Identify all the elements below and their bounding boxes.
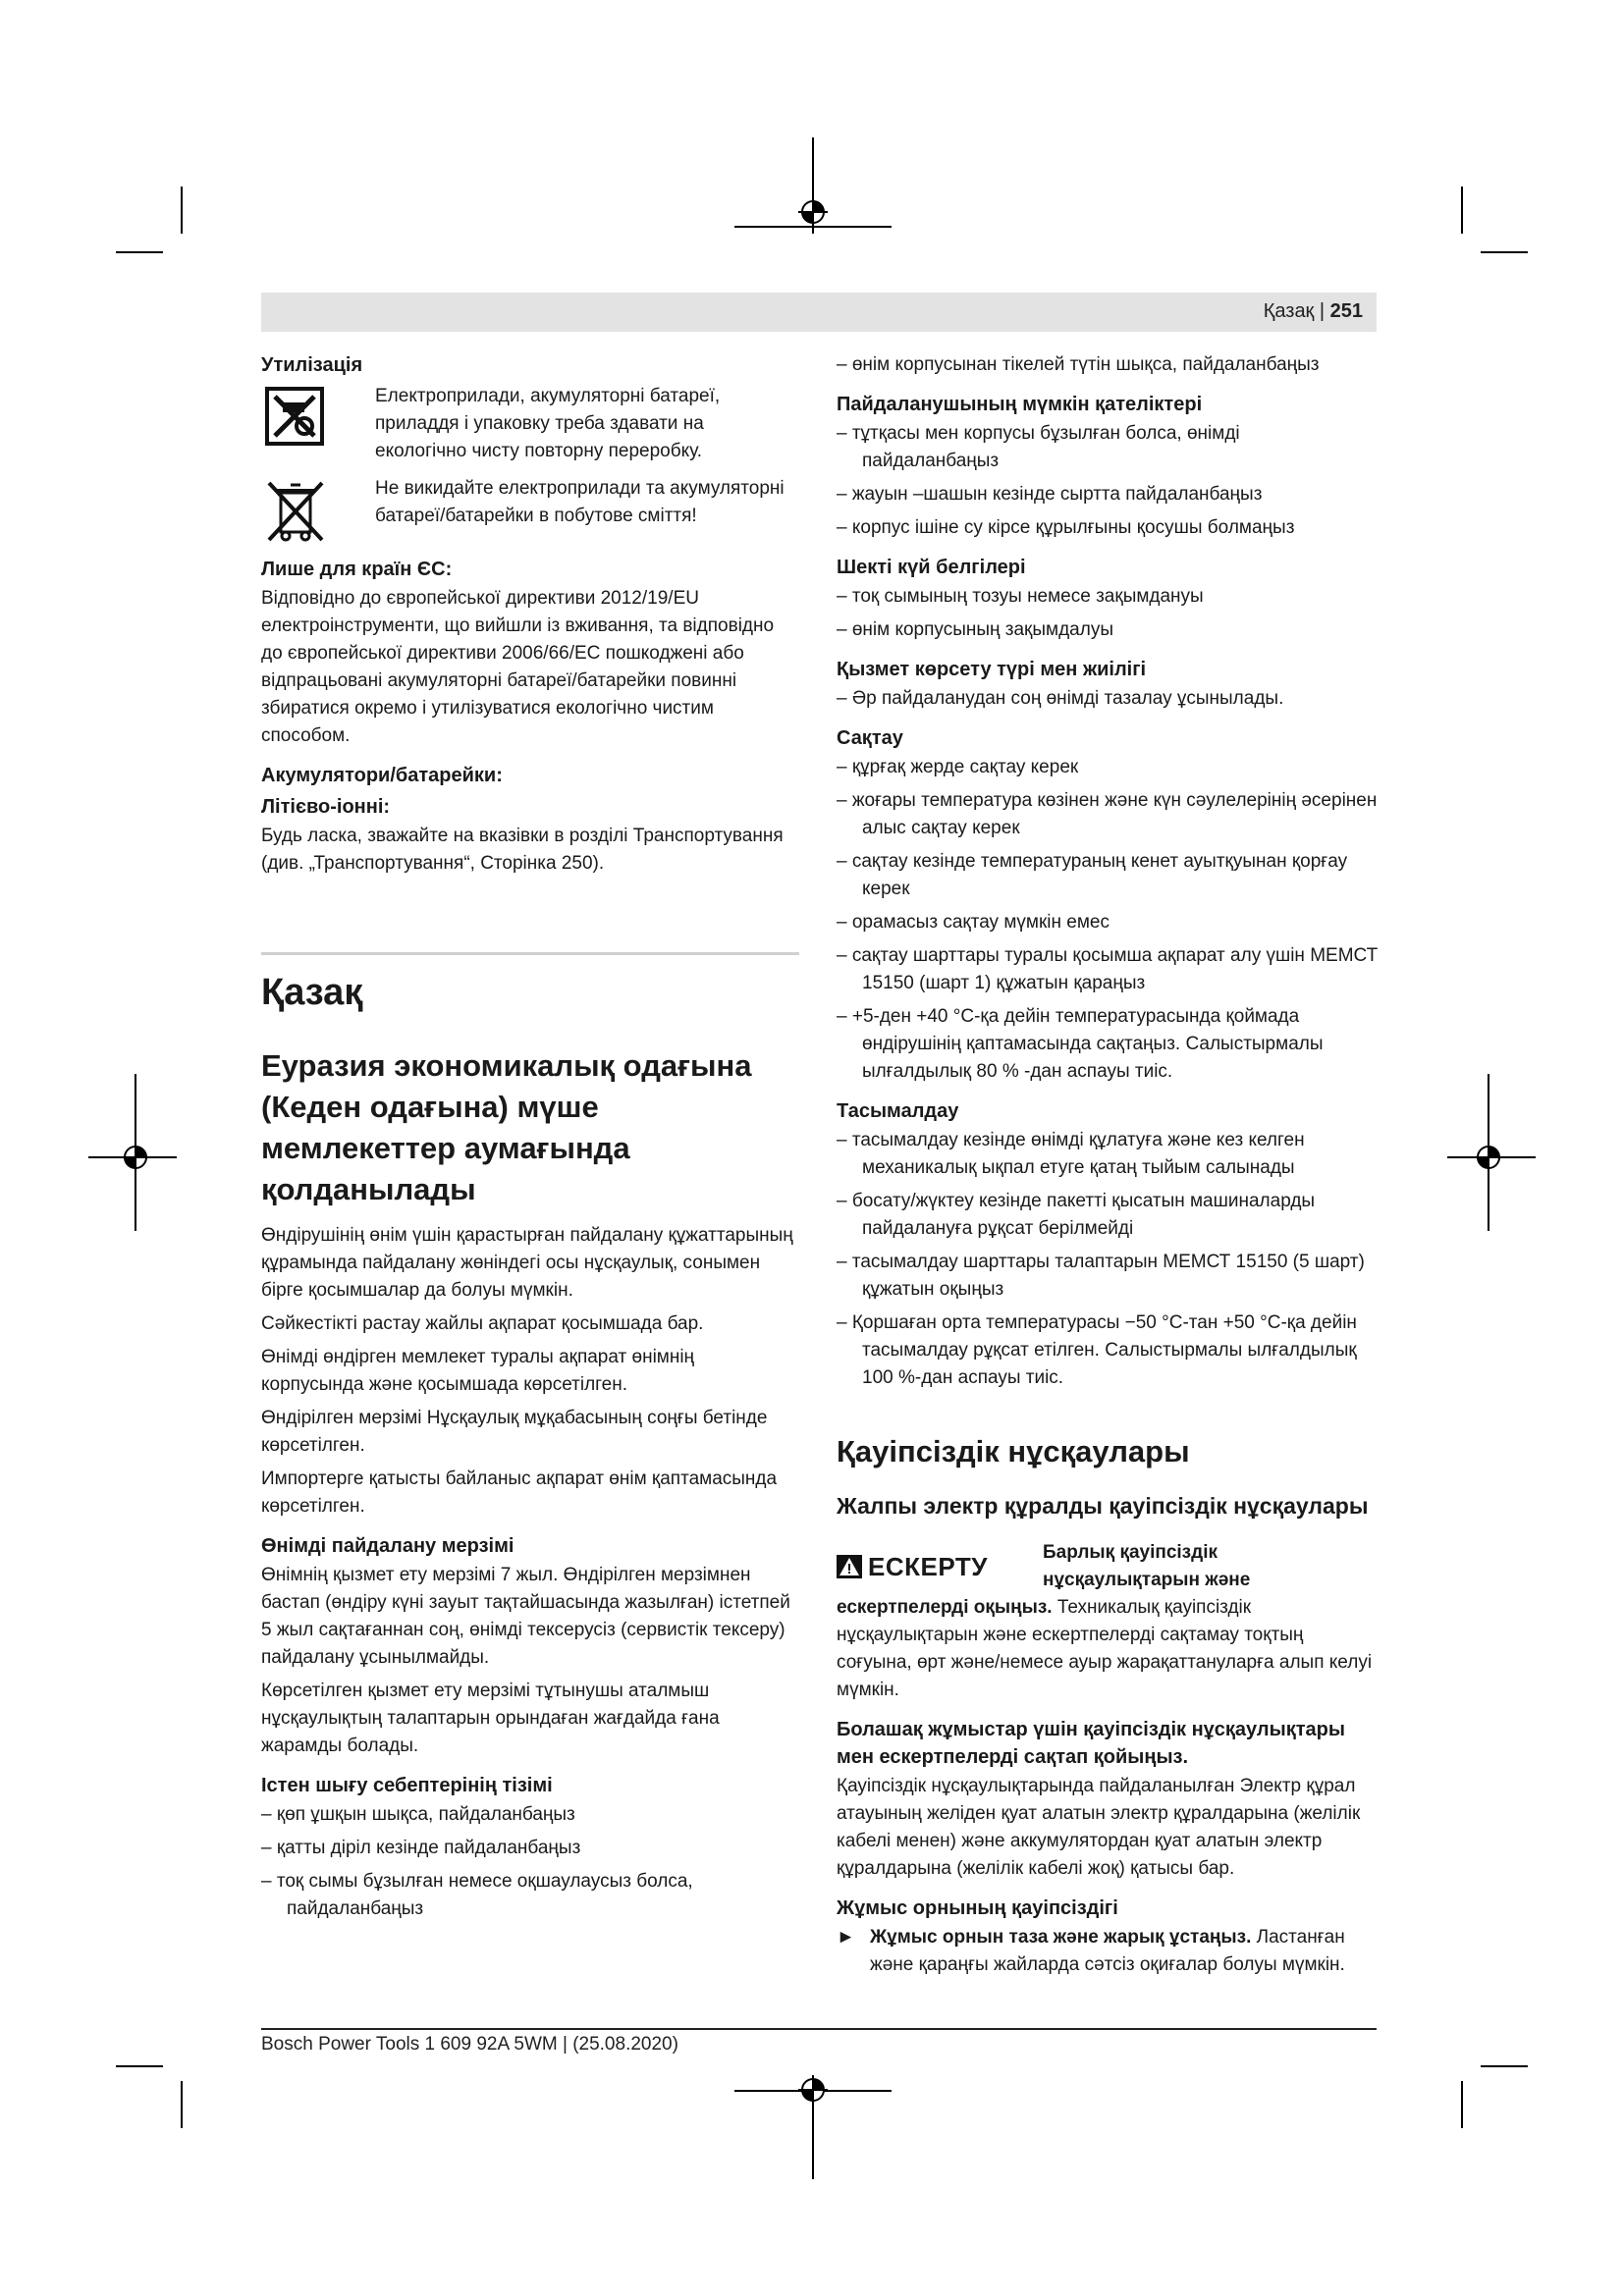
list-item: – тұтқасы мен корпусы бұзылған болса, өнімді пайдаланбаңыз	[837, 423, 1240, 471]
safety-title: Қауіпсіздік нұсқаулары	[837, 1434, 1190, 1468]
list-item: – өнім корпусының зақымдалуы	[837, 619, 1113, 640]
crop-mark	[1461, 2081, 1463, 2128]
section-title-kazakh: Қазақ	[261, 972, 363, 1013]
page-footer: Bosch Power Tools 1 609 92A 5WM | (25.08.2020)	[261, 2034, 678, 2055]
limit-title: Шекті күй белгілері	[837, 557, 1026, 578]
list-item: – тасымалдау шарттары талаптарын МЕМСТ 15150 (5 шарт) құжатын оқыңыз	[837, 1252, 1365, 1300]
crop-mark	[1461, 187, 1463, 234]
registration-target-icon	[121, 1143, 150, 1172]
eurasia-title: Еуразия экономикалық одағына (Кеден одағына) мүше мемлекеттер аумағында қолданылады	[261, 1048, 752, 1206]
list-item: – тоқ сымының тозуы немесе зақымдануы	[837, 586, 1204, 607]
errors-title: Пайдаланушының мүмкін қателіктері	[837, 394, 1203, 415]
crop-mark	[116, 2065, 163, 2067]
crop-mark	[181, 2081, 183, 2128]
list-item: – сақтау кезінде температураның кенет ауытқуынан қорғау керек	[837, 851, 1348, 899]
list-item: – орамасыз сақтау мүмкін емес	[837, 912, 1110, 933]
list-item: – сақтау шарттары туралы қосымша ақпарат алу үшін МЕМСТ 15150 (шарт 1) құжатын қараңыз	[837, 945, 1379, 993]
failures-title: Істен шығу себептерінің тізімі	[261, 1775, 553, 1796]
header-label: Қазақ | 251	[1263, 300, 1363, 322]
crop-mark	[1481, 2065, 1528, 2067]
crop-mark	[181, 187, 183, 234]
lifetime-p2: Көрсетілген қызмет ету мерзімі тұтынушы аталмыш нұсқаулықтың талаптарын орындаған жағдайда ғана жарамды болады.	[261, 1681, 720, 1756]
list-item: – Әр пайдаланудан соң өнімді тазалау ұсынылады.	[837, 688, 1284, 709]
left-column	[261, 351, 799, 1929]
disposal-item2-text: Не викидайте електроприлади та акумуляторні батареї/батарейки в побутове сміття!	[375, 478, 785, 526]
list-item: – қатты діріл кезінде пайдаланбаңыз	[261, 1838, 581, 1858]
lifetime-title: Өнімді пайдалану мерзімі	[261, 1535, 514, 1557]
warning-triangle-icon	[837, 1555, 862, 1578]
list-item: – қөп ұшқын шықса, пайдаланбаңыз	[261, 1804, 575, 1825]
workplace-lead: Жұмыс орнын таза және жарық ұстаңыз.	[870, 1927, 1252, 1948]
workplace-text: Ластанған және қараңғы жайларда сәтсіз оқиғалар болуы мүмкін.	[870, 1927, 1345, 1975]
workplace-title: Жұмыс орнының қауіпсіздігі	[837, 1897, 1118, 1919]
liion-text: Будь ласка, зважайте на вказівки в розділі Транспортування (див. „Транспортування“, Сторінка 250).	[261, 826, 784, 874]
workplace-item	[837, 1924, 1379, 1979]
disposal-title: Утилізація	[261, 354, 363, 376]
warning-paragraph	[837, 1594, 1379, 1704]
recycle-tools-icon	[261, 383, 330, 452]
disposal-item-bin	[261, 475, 799, 544]
list-item: – жоғары температура көзінен және күн сәулелерінің әсерінен алыс сақтау керек	[837, 790, 1378, 838]
list-item: – +5-ден +40 °C-қа дейін температурасында қоймада өндірушінің қаптамасында сақтаңыз. Салыстырмалы ылғалдылық 80 % -дан аспауы тиіс.	[837, 1006, 1324, 1082]
list-item: – құрғақ жерде сақтау керек	[837, 757, 1079, 777]
eurasia-p3: Өнімді өндірген мемлекет туралы ақпарат өнімнің корпусында және қосымшада көрсетілген.	[261, 1347, 695, 1395]
disposal-item1-text: Електроприлади, акумуляторні батареї, приладдя і упаковку треба здавати на екологічно чисту повторну переробку.	[375, 386, 721, 461]
disposal-item-recycle	[261, 383, 799, 465]
crop-mark	[1481, 251, 1528, 253]
footer-rule	[261, 2028, 1377, 2030]
general-safety-title: Жалпы электр құралды қауіпсіздік нұсқаулары	[837, 1493, 1369, 1519]
list-item: – өнім корпусынан тікелей түтін шықса, пайдаланбаңыз	[837, 354, 1320, 375]
service-title: Қызмет көрсету түрі мен жиілігі	[837, 659, 1147, 680]
eurasia-p2: Сәйкестікті растау жайлы ақпарат қосымшада бар.	[261, 1313, 704, 1334]
lifetime-p1: Өнімнің қызмет ету мерзімі 7 жыл. Өндірілген мерзімнен бастап (өндіру күні зауыт тақтайшасында жазылған) істетпей 5 жыл сақтағаннан соң, өнімді тексерусіз (сервистік тексеру) пайдалану ұсынылмайды.	[261, 1565, 790, 1668]
registration-target-icon	[1474, 1143, 1503, 1172]
storage-title: Сақтау	[837, 727, 903, 749]
list-item: – корпус ішіне су кірсе құрылғыны қосушы болмаңыз	[837, 517, 1295, 538]
eu-only-title: Лише для країн ЄС:	[261, 559, 453, 580]
batteries-title: Акумулятори/батарейки:	[261, 765, 503, 786]
crop-mark	[116, 251, 163, 253]
page-header	[261, 293, 1377, 332]
warning-block	[837, 1539, 1379, 1594]
transport-title: Тасымалдау	[837, 1100, 959, 1122]
list-item: – Қоршаған орта температурасы −50 °C-тан +50 °C-қа дейін тасымалдау рұқсат етілген. Салыстырмалы ылғалдылық 100 %-дан аспауы тиіс.	[837, 1312, 1357, 1388]
eu-directive-text: Відповідно до європейської директиви 2012/19/EU електроінструменти, що вийшли із вживання, та відповідно до європейської директиви 2006/66/EC пошкоджені або відпрацьовані акумуляторні батареї/батарейки повинні збиратися окремо і утилізуватися екологічно чистим способом.	[261, 588, 775, 746]
header-section: Қазақ	[1263, 300, 1315, 322]
keep-instructions-text: Қауіпсіздік нұсқаулықтарында пайдаланылған Электр құрал атауының желіден қуат алатын электр құралдарына (желілік кабелі менен) және аккумулятордан қуат алатын электр құралдарына (желілік кабелі жоқ) қатысы бар.	[837, 1776, 1361, 1879]
registration-target-icon	[798, 2075, 828, 2105]
workplace-body	[870, 1924, 1379, 1979]
eurasia-p4: Өндірілген мерзімі Нұсқаулық мұқабасының соңғы бетінде көрсетілген.	[261, 1408, 768, 1456]
list-item: – тоқ сымы бұзылған немесе оқшаулаусыз болса, пайдаланбаңыз	[261, 1871, 693, 1919]
list-item: – тасымалдау кезінде өнімді құлатуға және кез келген механикалық ықпал етуге қатаң тыйым салынады	[837, 1130, 1305, 1178]
eurasia-p5: Импортерге қатысты байланыс ақпарат өнім қаптамасында көрсетілген.	[261, 1468, 778, 1517]
keep-instructions-title: Болашақ жұмыстар үшін қауіпсіздік нұсқаулықтары мен ескертпелерді сақтап қойыңыз.	[837, 1719, 1345, 1768]
crossed-out-bin-icon	[261, 475, 330, 544]
right-column	[837, 351, 1379, 1979]
warning-label: ЕСКЕРТУ	[868, 1552, 988, 1581]
registration-target-icon	[798, 197, 828, 227]
warning-lead: ескертпелерді оқыңыз.	[837, 1597, 1053, 1618]
warning-badge	[837, 1539, 1043, 1594]
list-item: – босату/жүктеу кезінде пакетті қысатын машиналарды пайдалануға рұқсат берілмейді	[837, 1191, 1316, 1239]
list-item: – жауын –шашын кезінде сыртта пайдаланбаңыз	[837, 484, 1263, 505]
eurasia-p1: Өндірушінің өнім үшін қарастырған пайдалану құжаттарының құрамында пайдалану жөніндегі осы нұсқаулық, сонымен бірге қосымшалар да болуы мүмкін.	[261, 1225, 793, 1301]
liion-title: Літієво-іонні:	[261, 796, 391, 818]
warning-text: Техникалық қауіпсіздік нұсқаулықтарын және ескертпелерді сақтамау тоқтың соғуына, өрт және/немесе ауыр жарақаттануларға алып келуі мүмкін.	[837, 1597, 1373, 1700]
page-number: 251	[1329, 300, 1363, 322]
section-divider	[261, 952, 799, 955]
bullet-arrow-icon: ►	[837, 1927, 855, 1948]
warning-heading: Барлық қауіпсіздік нұсқаулықтарын және	[1043, 1542, 1251, 1590]
